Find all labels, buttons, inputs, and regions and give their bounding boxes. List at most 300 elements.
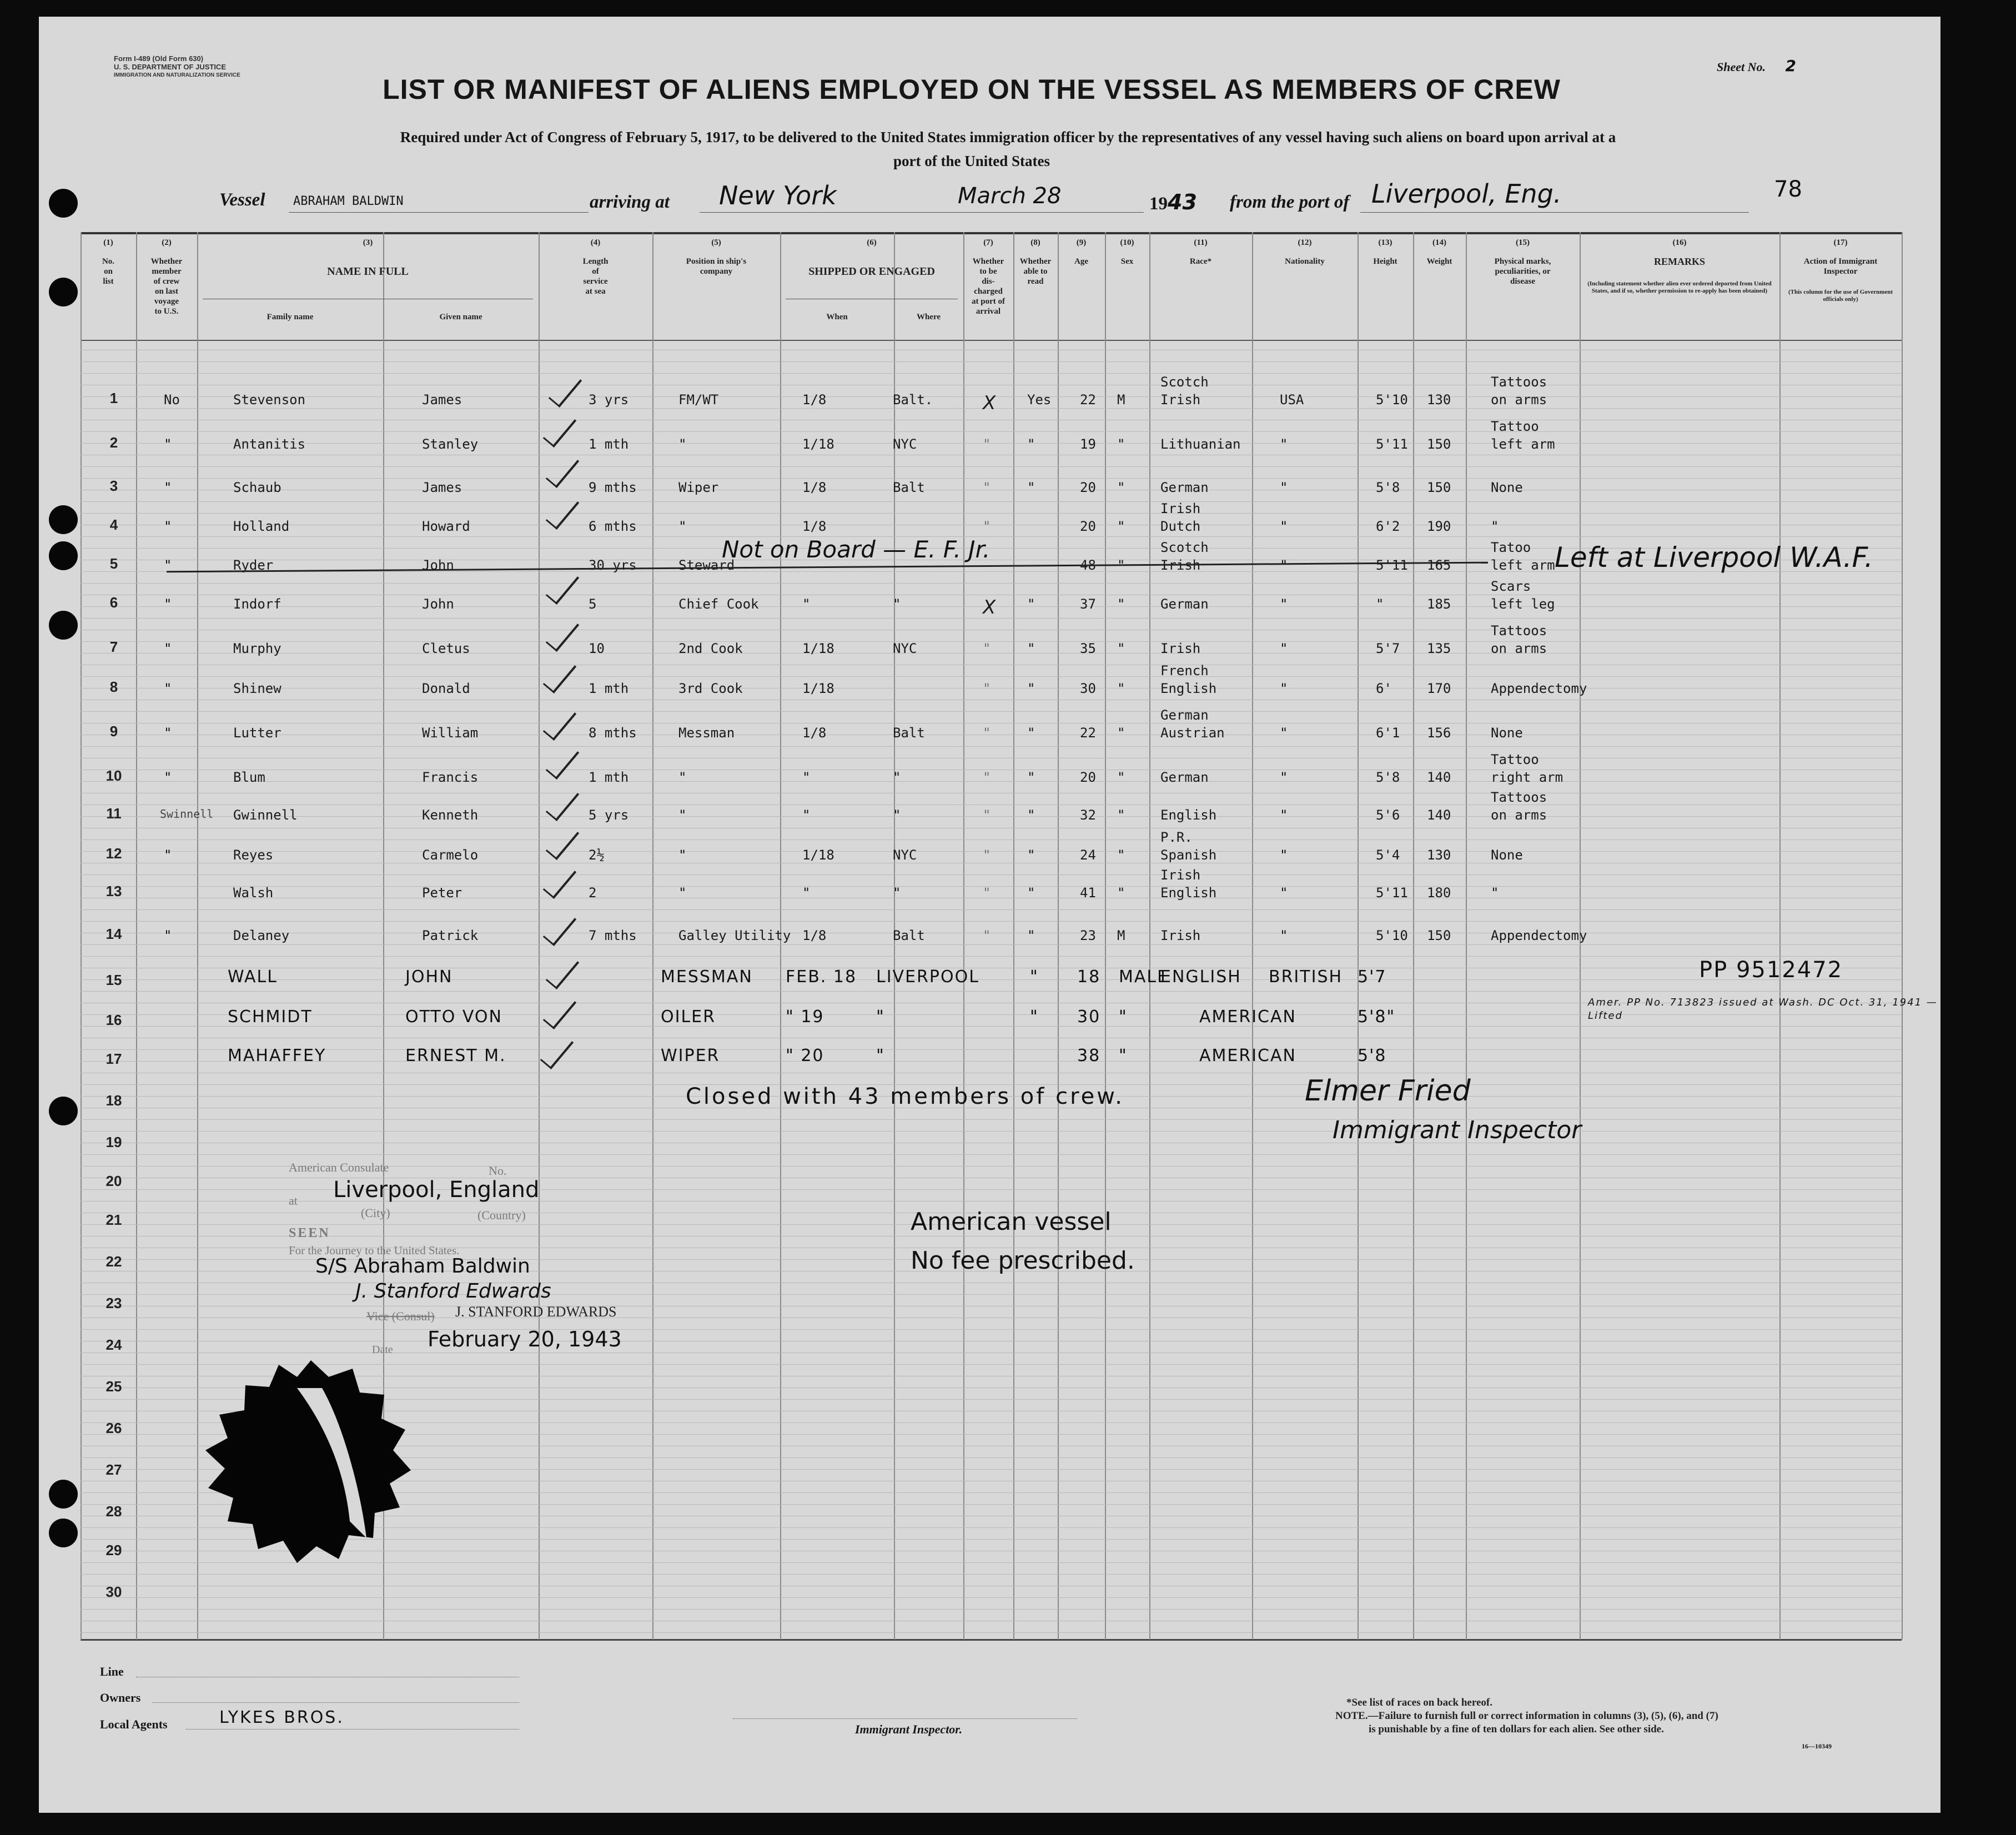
column-header: Whether member of crew on last voyage to U.S. bbox=[150, 257, 183, 316]
subtitle-line-2: port of the United States bbox=[893, 153, 1050, 169]
sheet-number: 2 bbox=[1785, 57, 1796, 75]
shipped-where-cell: " bbox=[893, 596, 901, 612]
shipped-where-cell: " bbox=[876, 1007, 885, 1027]
line-number: 19 bbox=[105, 1134, 122, 1150]
footer-owners-label: Owners bbox=[100, 1691, 141, 1705]
grid-line bbox=[81, 1026, 1902, 1027]
nationality-cell: AMERICAN bbox=[1199, 1046, 1296, 1065]
race-cell: English bbox=[1160, 807, 1217, 823]
service-length-cell: 3 yrs bbox=[589, 392, 629, 408]
position-cell: " bbox=[678, 885, 687, 901]
grid-line bbox=[81, 583, 1902, 584]
closing-statement: Closed with 43 members of crew. bbox=[686, 1084, 1124, 1109]
position-cell: " bbox=[678, 436, 687, 452]
family-name-cell: Ryder bbox=[233, 557, 274, 573]
consul-printed-name: J. STANFORD EDWARDS bbox=[455, 1304, 617, 1320]
column-number: (4) bbox=[590, 238, 601, 247]
nationality-cell: " bbox=[1280, 807, 1288, 823]
age-cell: 19 bbox=[1080, 436, 1096, 452]
year-prefix-text: 19 bbox=[1149, 194, 1168, 214]
column-number: (7) bbox=[983, 238, 993, 247]
line-number: 9 bbox=[109, 723, 118, 740]
service-length-cell: 2½ bbox=[589, 847, 605, 863]
line-number: 27 bbox=[105, 1461, 122, 1478]
service-length-cell: 1 mth bbox=[589, 770, 629, 785]
given-name-cell: John bbox=[422, 596, 454, 612]
physical-marks-cell: on arms bbox=[1491, 807, 1547, 823]
nationality-cell: " bbox=[1280, 770, 1288, 785]
line-number: 30 bbox=[105, 1583, 122, 1600]
family-name-cell: Gwinnell bbox=[233, 807, 298, 823]
age-cell: 22 bbox=[1080, 392, 1096, 408]
age-cell: 20 bbox=[1080, 770, 1096, 785]
prev-voyage-cell: " bbox=[164, 770, 172, 785]
nationality-cell: USA bbox=[1280, 392, 1304, 408]
country-label: (Country) bbox=[477, 1208, 526, 1222]
binding-hole bbox=[49, 541, 78, 570]
given-name-cell: Cletus bbox=[422, 641, 470, 656]
arriving-label: arriving at bbox=[590, 192, 670, 212]
column-header: NAME IN FULL bbox=[327, 265, 409, 278]
physical-marks-cell: left leg bbox=[1491, 596, 1555, 612]
footer-note-failure: NOTE.—Failure to furnish full or correct information in columns (3), (5), (6), and (7) bbox=[1335, 1710, 1718, 1722]
column-header: Whether able to read bbox=[1019, 257, 1052, 286]
position-cell: OILER bbox=[661, 1007, 716, 1027]
shipped-where-cell: " bbox=[893, 807, 901, 823]
column-number: (6) bbox=[867, 238, 877, 247]
race-cell: Irish bbox=[1160, 501, 1201, 516]
grid-line bbox=[81, 1609, 1902, 1610]
height-cell: 5'10 bbox=[1376, 392, 1408, 408]
binding-hole bbox=[49, 1097, 78, 1125]
family-name-cell: MAHAFFEY bbox=[228, 1046, 326, 1065]
column-number: (9) bbox=[1076, 238, 1087, 247]
able-to-read-cell: " bbox=[1027, 596, 1035, 612]
binding-hole bbox=[49, 189, 78, 218]
prev-voyage-cell: " bbox=[164, 480, 172, 495]
shipped-where-cell: LIVERPOOL bbox=[876, 967, 979, 987]
age-cell: 32 bbox=[1080, 807, 1096, 823]
race-cell: German bbox=[1160, 707, 1209, 723]
shipped-where-cell: " bbox=[876, 1046, 885, 1065]
race-cell: Irish bbox=[1160, 392, 1201, 408]
nationality-cell: " bbox=[1280, 596, 1288, 612]
physical-marks-cell: Tattoos bbox=[1491, 374, 1547, 390]
sex-cell: " bbox=[1117, 725, 1125, 741]
able-to-read-cell: " bbox=[1027, 641, 1035, 656]
given-name-cell: James bbox=[422, 480, 462, 495]
position-cell: Messman bbox=[678, 725, 735, 741]
table-bottom-rule bbox=[81, 1639, 1902, 1641]
physical-marks-cell: on arms bbox=[1491, 641, 1547, 656]
discharged-cell: " bbox=[983, 725, 991, 741]
height-cell: 5'8" bbox=[1358, 1007, 1396, 1027]
nationality-cell: " bbox=[1280, 480, 1288, 495]
shipped-where-cell: NYC bbox=[893, 436, 917, 452]
column-number: (17) bbox=[1833, 238, 1848, 247]
grid-line bbox=[81, 478, 1902, 479]
discharged-cell: " bbox=[983, 885, 991, 901]
shipped-when-cell: FEB. 18 bbox=[786, 967, 857, 987]
grid-line bbox=[81, 991, 1902, 992]
sex-cell: " bbox=[1117, 557, 1125, 573]
prev-voyage-cell: " bbox=[164, 641, 172, 656]
position-cell: Chief Cook bbox=[678, 596, 759, 612]
sex-cell: " bbox=[1117, 436, 1125, 452]
race-cell: Irish bbox=[1160, 641, 1201, 656]
shipped-where-cell: " bbox=[893, 885, 901, 901]
nationality-cell: " bbox=[1280, 436, 1288, 452]
sex-cell: " bbox=[1117, 885, 1125, 901]
position-cell: WIPER bbox=[661, 1046, 720, 1065]
position-cell: " bbox=[678, 847, 687, 863]
discharged-cell: " bbox=[983, 807, 991, 823]
able-to-read-cell: " bbox=[1027, 480, 1035, 495]
nationality-cell: " bbox=[1280, 681, 1288, 696]
column-header: Weight bbox=[1426, 257, 1452, 266]
shipped-when-cell: 1/18 bbox=[802, 847, 834, 863]
grid-line bbox=[81, 443, 1902, 444]
position-cell: 3rd Cook bbox=[678, 681, 743, 696]
grid-line bbox=[81, 1061, 1902, 1062]
column-header: Height bbox=[1373, 257, 1397, 266]
discharged-cell: " bbox=[983, 480, 991, 495]
remark-cell: Amer. PP No. 713823 issued at Wash. DC Oct. 31, 1941 — Lifted bbox=[1588, 997, 1938, 1022]
service-length-cell: 1 mth bbox=[589, 681, 629, 696]
shipped-where-cell: Balt bbox=[893, 480, 925, 495]
position-cell: " bbox=[678, 770, 687, 785]
grid-line bbox=[81, 839, 1902, 840]
height-cell: 5'11 bbox=[1376, 885, 1408, 901]
race-cell: P.R. bbox=[1160, 829, 1193, 845]
consulate-vessel: S/S Abraham Baldwin bbox=[315, 1255, 530, 1278]
column-header: Race* bbox=[1189, 257, 1212, 266]
weight-cell: 170 bbox=[1427, 681, 1451, 696]
height-cell: 5'10 bbox=[1376, 928, 1408, 943]
sex-cell: " bbox=[1119, 1046, 1128, 1065]
shipped-when-cell: 1/18 bbox=[802, 681, 834, 696]
physical-marks-cell: Tatoo bbox=[1491, 540, 1531, 555]
column-header: SHIPPED OR ENGAGED bbox=[808, 265, 935, 278]
service-length-cell: 8 mths bbox=[589, 725, 637, 741]
weight-cell: 150 bbox=[1427, 436, 1451, 452]
race-cell: Scotch bbox=[1160, 374, 1209, 390]
nationality-cell: " bbox=[1280, 519, 1288, 534]
column-subheader: Family name bbox=[267, 313, 314, 321]
nationality-cell: " bbox=[1280, 725, 1288, 741]
age-cell: 48 bbox=[1080, 557, 1096, 573]
grid-line bbox=[81, 676, 1902, 677]
age-cell: 41 bbox=[1080, 885, 1096, 901]
column-number: (8) bbox=[1030, 238, 1040, 247]
race-cell: German bbox=[1160, 770, 1209, 785]
position-cell: " bbox=[678, 807, 687, 823]
footer-owners-rule bbox=[153, 1702, 519, 1703]
immigrant-inspector-rule bbox=[733, 1718, 1077, 1719]
shipped-when-cell: " bbox=[802, 596, 811, 612]
arriving-port: New York bbox=[719, 180, 837, 210]
date-label: Date bbox=[372, 1344, 393, 1356]
line-number: 25 bbox=[105, 1378, 122, 1395]
height-cell: 5'4 bbox=[1376, 847, 1400, 863]
discharged-cell: X bbox=[983, 392, 996, 414]
physical-marks-cell: right arm bbox=[1491, 770, 1563, 785]
row5-remark: Left at Liverpool W.A.F. bbox=[1555, 541, 1873, 574]
form-no-text: Form I-489 (Old Form 630) bbox=[114, 54, 204, 63]
family-name-cell: SCHMIDT bbox=[228, 1007, 313, 1027]
binding-hole bbox=[49, 278, 78, 306]
age-cell: 23 bbox=[1080, 928, 1096, 943]
service-length-cell: 6 mths bbox=[589, 519, 637, 534]
nationality-cell: " bbox=[1280, 641, 1288, 656]
consulate-at-label: at bbox=[289, 1194, 298, 1208]
family-name-cell: Schaub bbox=[233, 480, 281, 495]
discharged-cell: " bbox=[983, 519, 991, 534]
discharged-cell: " bbox=[983, 436, 991, 452]
grid-line bbox=[81, 431, 1902, 432]
grid-line bbox=[81, 513, 1902, 514]
weight-cell: 150 bbox=[1427, 928, 1451, 943]
grid-line bbox=[81, 466, 1902, 467]
age-cell: 35 bbox=[1080, 641, 1096, 656]
line-number: 2 bbox=[109, 434, 118, 451]
sex-cell: " bbox=[1117, 480, 1125, 495]
consulate-stamp bbox=[289, 1160, 644, 1382]
prev-voyage-cell: " bbox=[164, 519, 172, 534]
column-number: (11) bbox=[1194, 238, 1208, 247]
footer-agents-label: Local Agents bbox=[100, 1717, 168, 1731]
shipped-when-cell: " bbox=[802, 770, 811, 785]
able-to-read-cell: " bbox=[1027, 885, 1035, 901]
height-cell: 6'1 bbox=[1376, 725, 1400, 741]
service-length-cell: 9 mths bbox=[589, 480, 637, 495]
shipped-when-cell: " 19 bbox=[786, 1007, 825, 1027]
grid-line bbox=[81, 921, 1902, 922]
sex-cell: " bbox=[1117, 807, 1125, 823]
from-port-label: from the port of bbox=[1230, 192, 1350, 212]
department-text: U. S. DEPARTMENT OF JUSTICE bbox=[114, 63, 226, 71]
physical-marks-cell: Appendectomy bbox=[1491, 681, 1587, 696]
line-number: 4 bbox=[109, 516, 118, 533]
immigrant-inspector-label: Immigrant Inspector. bbox=[855, 1722, 963, 1736]
consul-signature: J. Stanford Edwards bbox=[355, 1280, 551, 1303]
column-header: Nationality bbox=[1285, 257, 1325, 266]
column-header: Age bbox=[1074, 257, 1088, 266]
position-cell: " bbox=[678, 519, 687, 534]
age-cell: 18 bbox=[1077, 967, 1101, 987]
column-header: Action of Immigrant Inspector bbox=[1803, 257, 1878, 276]
line-number: 8 bbox=[109, 678, 118, 695]
nationality-cell: " bbox=[1280, 557, 1288, 573]
prev-voyage-cell: " bbox=[164, 725, 172, 741]
nationality-cell: " bbox=[1280, 928, 1288, 943]
weight-cell: 140 bbox=[1427, 770, 1451, 785]
race-cell: Irish bbox=[1160, 928, 1201, 943]
given-name-cell: Patrick bbox=[422, 928, 479, 943]
race-cell: Lithuanian bbox=[1160, 436, 1241, 452]
consulate-header: American Consulate bbox=[289, 1160, 389, 1174]
shipped-when-cell: " bbox=[802, 885, 811, 901]
line-number: 21 bbox=[105, 1211, 122, 1228]
race-cell: German bbox=[1160, 596, 1209, 612]
age-cell: 37 bbox=[1080, 596, 1096, 612]
column-note: (Including statement whether alien ever ordered deported from United States, and if so, whether permission to re-apply has been obtained) bbox=[1587, 280, 1772, 294]
column-number: (5) bbox=[711, 238, 721, 247]
shipped-when-cell: 1/8 bbox=[802, 725, 827, 741]
sex-cell: M bbox=[1117, 928, 1125, 943]
able-to-read-cell: " bbox=[1027, 847, 1035, 863]
american-vessel-note: American vessel bbox=[911, 1208, 1112, 1236]
consular-seal bbox=[183, 1355, 439, 1588]
line-number: 12 bbox=[105, 845, 122, 862]
discharged-cell: " bbox=[983, 681, 991, 696]
shipped-when-cell: " bbox=[802, 807, 811, 823]
shipped-when-cell: 1/8 bbox=[802, 519, 827, 534]
column-note: (This column for the use of Government officials only) bbox=[1788, 289, 1893, 303]
column-header: Sex bbox=[1120, 257, 1134, 266]
grid-line bbox=[81, 1632, 1902, 1633]
nationality-cell: BRITISH bbox=[1269, 967, 1343, 987]
age-cell: 20 bbox=[1080, 519, 1096, 534]
line-number: 29 bbox=[105, 1542, 122, 1559]
grid-line bbox=[81, 816, 1902, 817]
family-name-cell: Holland bbox=[233, 519, 290, 534]
race-cell: German bbox=[1160, 480, 1209, 495]
race-cell: Scotch bbox=[1160, 540, 1209, 555]
grid-line bbox=[81, 361, 1902, 362]
discharged-cell: " bbox=[983, 770, 991, 785]
grid-line bbox=[81, 1119, 1902, 1120]
line-number: 22 bbox=[105, 1253, 122, 1270]
physical-marks-cell: Scars bbox=[1491, 579, 1531, 594]
column-number: (12) bbox=[1298, 238, 1312, 247]
column-number: (15) bbox=[1516, 238, 1530, 247]
sex-cell: " bbox=[1117, 770, 1125, 785]
discharged-cell: " bbox=[983, 928, 991, 943]
physical-marks-cell: left arm bbox=[1491, 436, 1555, 452]
weight-cell: 165 bbox=[1427, 557, 1451, 573]
column-number: (14) bbox=[1432, 238, 1446, 247]
shipped-when-cell: " 20 bbox=[786, 1046, 825, 1065]
line-number: 3 bbox=[109, 477, 118, 494]
family-name-cell: Stevenson bbox=[233, 392, 306, 408]
height-cell: 6' bbox=[1376, 681, 1392, 696]
given-name-cell: ERNEST M. bbox=[405, 1046, 506, 1065]
sex-cell: " bbox=[1117, 681, 1125, 696]
shipped-where-cell: Balt. bbox=[893, 392, 933, 408]
line-number: 13 bbox=[105, 883, 122, 899]
table-top-rule bbox=[81, 232, 1902, 234]
header-bottom-rule bbox=[81, 340, 1902, 341]
subtitle-line-1: Required under Act of Congress of February 5, 1917, to be delivered to the United States immigration officer by the representatives of any vessel having such aliens on board upon arrival at a bbox=[400, 129, 1616, 145]
grid-line bbox=[81, 1049, 1902, 1050]
footer-notes bbox=[1335, 1696, 1718, 1736]
given-name-cell: Stanley bbox=[422, 436, 479, 452]
journey-text: For the Journey to the United States. bbox=[289, 1244, 460, 1257]
family-name-cell: Delaney bbox=[233, 928, 290, 943]
column-header: Length of service at sea bbox=[582, 257, 609, 296]
given-name-cell: James bbox=[422, 392, 462, 408]
no-fee-note: No fee prescribed. bbox=[911, 1246, 1135, 1275]
grid-line bbox=[81, 886, 1902, 887]
sex-cell: " bbox=[1117, 519, 1125, 534]
consul-label: Vice (Consul) bbox=[366, 1309, 435, 1323]
prev-voyage-cell: No bbox=[164, 392, 180, 408]
page-title: LIST OR MANIFEST OF ALIENS EMPLOYED ON THE VESSEL AS MEMBERS OF CREW bbox=[383, 74, 1561, 105]
weight-cell: 185 bbox=[1427, 596, 1451, 612]
physical-marks-cell: None bbox=[1491, 480, 1523, 495]
line-number: 28 bbox=[105, 1503, 122, 1520]
race-cell: Dutch bbox=[1160, 519, 1201, 534]
race-cell: English bbox=[1160, 885, 1217, 901]
height-cell: 5'11 bbox=[1376, 557, 1408, 573]
sex-cell: MALE bbox=[1119, 967, 1169, 987]
shipped-where-cell: NYC bbox=[893, 847, 917, 863]
nationality-cell: " bbox=[1280, 885, 1288, 901]
grid-line bbox=[81, 851, 1902, 852]
grid-line bbox=[81, 373, 1902, 374]
given-name-cell: OTTO VON bbox=[405, 1007, 502, 1027]
line-number: 23 bbox=[105, 1295, 122, 1311]
shipped-where-cell: " bbox=[893, 770, 901, 785]
age-cell: 30 bbox=[1077, 1007, 1101, 1027]
grid-line bbox=[81, 956, 1902, 957]
grid-line bbox=[81, 979, 1902, 980]
given-name-cell: John bbox=[422, 557, 454, 573]
grid-line bbox=[81, 536, 1902, 537]
discharged-cell: X bbox=[983, 596, 996, 619]
position-cell: MESSMAN bbox=[661, 967, 753, 987]
shipped-when-cell: 1/18 bbox=[802, 641, 834, 656]
line-number: 16 bbox=[105, 1012, 122, 1028]
from-port: Liverpool, Eng. bbox=[1371, 179, 1562, 209]
column-number: (13) bbox=[1378, 238, 1392, 247]
family-name-cell: Indorf bbox=[233, 596, 281, 612]
vessel-underline bbox=[289, 212, 589, 213]
line-number: 20 bbox=[105, 1173, 122, 1189]
line-number: 24 bbox=[105, 1336, 122, 1353]
height-cell: 5'6 bbox=[1376, 807, 1400, 823]
family-name-cell: Shinew bbox=[233, 681, 281, 696]
arrival-date: March 28 bbox=[958, 183, 1062, 209]
race-cell: Austrian bbox=[1160, 725, 1225, 741]
given-name-cell: William bbox=[422, 725, 479, 741]
prev-voyage-cell: " bbox=[164, 557, 172, 573]
grid-line bbox=[81, 1154, 1902, 1155]
height-cell: 5'11 bbox=[1376, 436, 1408, 452]
physical-marks-cell: Appendectomy bbox=[1491, 928, 1587, 943]
consulate-city: Liverpool, England bbox=[333, 1177, 540, 1203]
given-name-cell: Carmelo bbox=[422, 847, 479, 863]
inspector-signature: Elmer Fried bbox=[1305, 1074, 1471, 1108]
weight-cell: 130 bbox=[1427, 392, 1451, 408]
race-cell: Spanish bbox=[1160, 847, 1217, 863]
line-number: 18 bbox=[105, 1092, 122, 1109]
column-subheader: When bbox=[826, 313, 848, 321]
line-number: 6 bbox=[109, 594, 118, 611]
sex-cell: " bbox=[1117, 596, 1125, 612]
service-length-cell: 5 yrs bbox=[589, 807, 629, 823]
height-cell: 5'8 bbox=[1376, 480, 1400, 495]
height-cell: 5'7 bbox=[1358, 967, 1387, 987]
family-name-cell: Lutter bbox=[233, 725, 281, 741]
grid-line bbox=[81, 1131, 1902, 1132]
able-to-read-cell: " bbox=[1027, 681, 1035, 696]
column-header: No. on list bbox=[102, 257, 115, 286]
weight-cell: 180 bbox=[1427, 885, 1451, 901]
line-number: 11 bbox=[106, 805, 122, 822]
able-to-read-cell: " bbox=[1027, 928, 1035, 943]
